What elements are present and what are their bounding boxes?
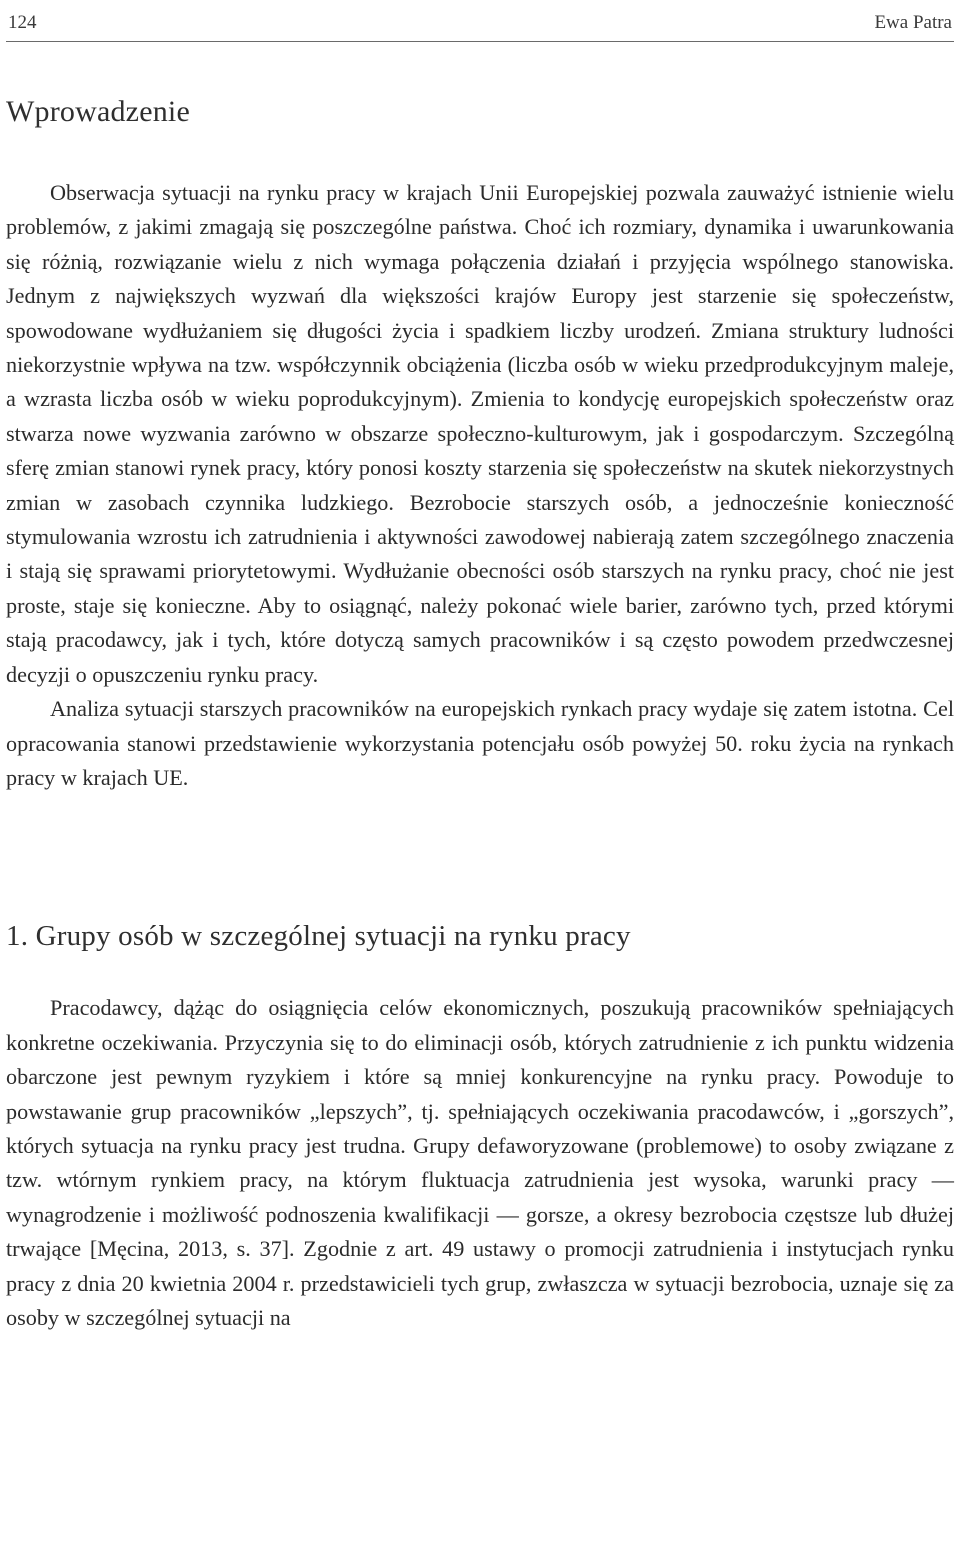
section-body [6, 991, 954, 1335]
running-header [6, 0, 954, 42]
section-paragraph: Pracodawcy, dążąc do osiągnięcia celów ekonomicznych, poszukują pracowników spełniających konkretne oczekiwania. Przyczynia się to do eliminacji osób, których zatrudnienie z ich punktu widzenia obarczone jest pewnym ryzykiem i które są mniej konkurencyjne na rynku pracy. Powoduje to powstawanie grup pracowników „lepszych”, tj. spełniających oczekiwania pracodawców, i „gorszych”, których sytuacja na rynku pracy jest trudna. Grupy defaworyzowane (problemowe) to osoby związane z tzw. wtórnym rynkiem pracy, na którym fluktuacja zatrudnienia jest wysoka, warunki pracy — wynagrodzenie i możliwość podnoszenia kwalifikacji — gorsze, a okresy bezrobocia częstsze lub dłużej trwające [Męcina, 2013, s. 37]. Zgodnie z art. 49 ustawy o promocji zatrudnienia i instytucjach rynku pracy z dnia 20 kwietnia 2004 r. przedstawicieli tych grup, zwłaszcza w sytuacji bezrobocia, uznaje się za osoby w szczególnej sytuacji na [6, 995, 954, 1330]
running-author: Ewa Patra [874, 12, 952, 33]
page-number: 124 [8, 12, 37, 33]
intro-heading: Wprowadzenie [6, 95, 190, 128]
intro-paragraph: Analiza sytuacji starszych pracowników na europejskich rynkach pracy wydaje się zatem istotna. Cel opracowania stanowi przedstawienie wykorzystania potencjału osób powyżej 50. roku życia na rynkach pracy w krajach UE. [6, 696, 954, 790]
intro-body [6, 176, 954, 795]
section-heading: 1. Grupy osób w szczególnej sytuacji na rynku pracy [6, 920, 631, 953]
intro-paragraph: Obserwacja sytuacji na rynku pracy w krajach Unii Europejskiej pozwala zauważyć istnienie wielu problemów, z jakimi zmagają się poszczególne państwa. Choć ich rozmiary, dynamika i uwarunkowania się różnią, rozwiązanie wielu z nich wymaga połączenia działań i przyjęcia wspólnego stanowiska. Jednym z największych wyzwań dla większości krajów Europy jest starzenie się społeczeństw, spowodowane wydłużaniem się długości życia i spadkiem liczby urodzeń. Zmiana struktury ludności niekorzystnie wpływa na tzw. współczynnik obciążenia (liczba osób w wieku przedprodukcyjnym maleje, a wzrasta liczba osób w wieku poprodukcyjnym). Zmienia to kondycję europejskich społeczeństw oraz stwarza nowe wyzwania zarówno w obszarze społeczno-kulturowym, jak i gospodarczym. Szczególną sferę zmian stanowi rynek pracy, który ponosi koszty starzenia się społeczeństw na skutek niekorzystnych zmian w zasobach czynnika ludzkiego. Bezrobocie starszych osób, a jednocześnie konieczność stymulowania wzrostu ich zatrudnienia i aktywności zawodowej nabierają zatem szczególnego znaczenia i stają się sprawami priorytetowymi. Wydłużanie obecności osób starszych na rynku pracy, choć nie jest proste, staje się konieczne. Aby to osiągnąć, należy pokonać wiele barier, zarówno tych, przed którymi stają pracodawcy, jak i tych, które dotyczą samych pracowników i są często powodem przedwczesnej decyzji o opuszczeniu rynku pracy. [6, 180, 954, 687]
